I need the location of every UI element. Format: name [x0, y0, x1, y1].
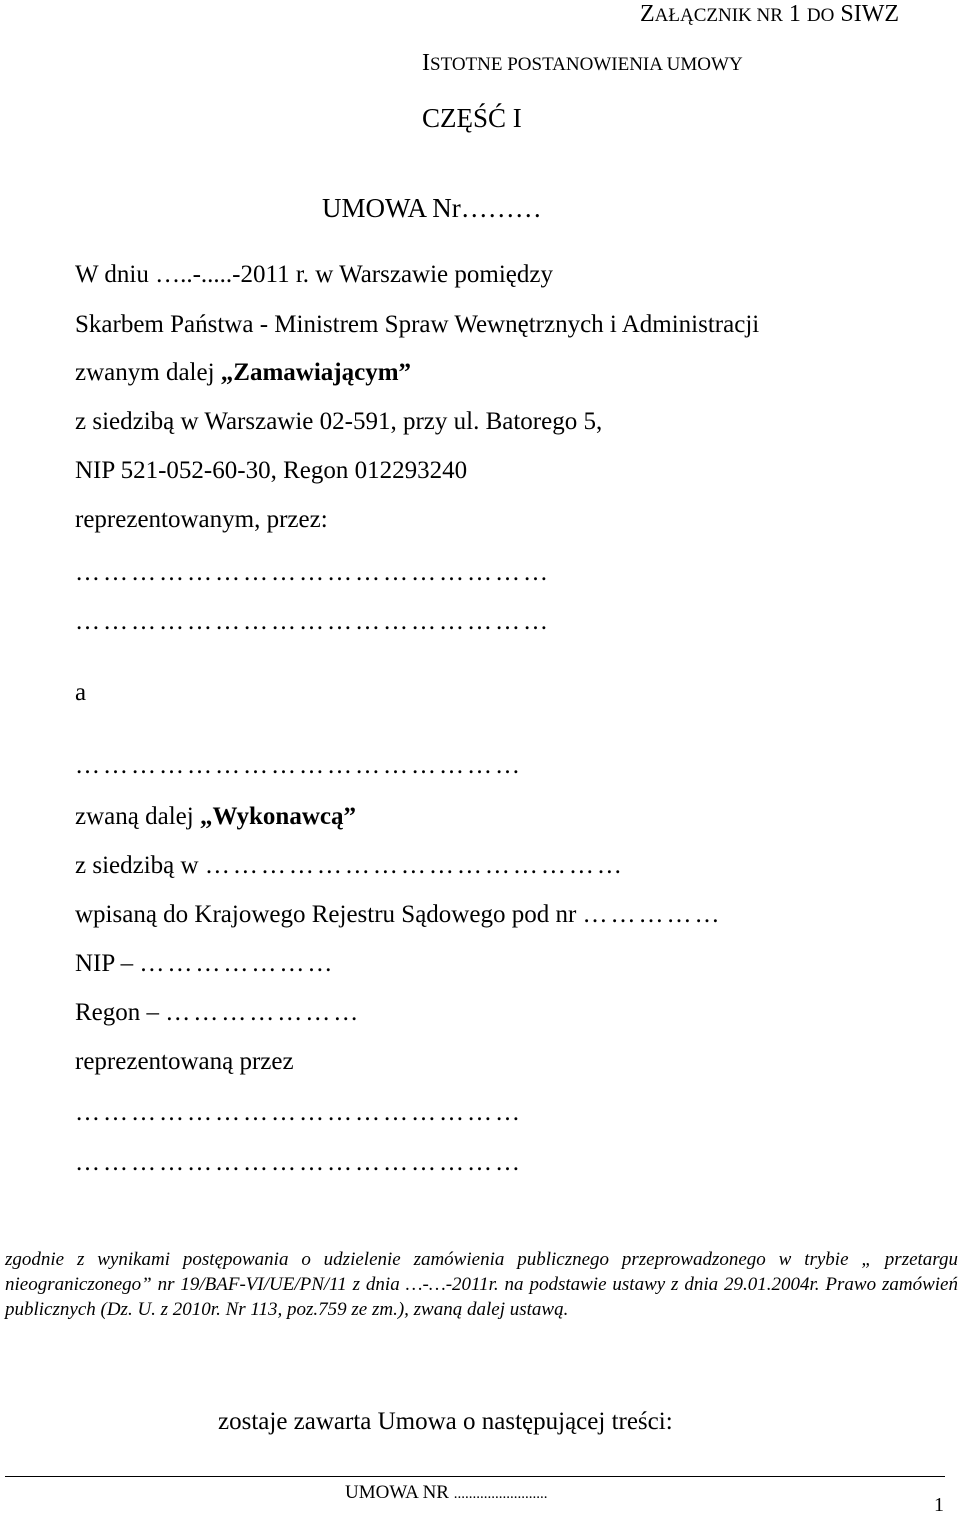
contract-number: UMOWA Nr……… [322, 193, 542, 223]
party2-regon-dots: ………………… [165, 999, 362, 1026]
party2-name-dots: ………………………………………… [75, 752, 523, 779]
footer-label-text: UMOWA NR [345, 1482, 454, 1503]
party1-called [75, 358, 411, 388]
party2-called-prefix: zwaną dalej [75, 803, 200, 830]
party2-nip [75, 949, 335, 979]
attachment-label [640, 0, 899, 31]
party2-krs-dots: …………… [582, 901, 723, 928]
party1-seat: z siedzibą w Warszawie 02-591, przy ul. Batorego 5, [75, 408, 603, 435]
attachment-text-1: Z [640, 1, 655, 27]
party2-seat-dots: ……………………………………… [204, 852, 625, 879]
conjunction-and: a [75, 679, 87, 706]
document-title [422, 48, 743, 81]
party2-krs-label: wpisaną do Krajowego Rejestru Sądowego pod nr [75, 901, 583, 928]
attachment-text-2: AŁĄCZNIK NR [654, 5, 783, 26]
party2-called-name: „Wykonawcą” [199, 803, 356, 830]
party2-called [75, 802, 356, 832]
representative-dots-2: …………………………………………… [75, 608, 551, 635]
party2-seat [75, 851, 625, 881]
party2-seat-label: z siedzibą w [75, 852, 205, 879]
party1-called-name: „Zamawiającym” [220, 359, 412, 386]
attachment-text-4: DO [806, 5, 835, 26]
party2-nip-dots: ………………… [139, 950, 336, 977]
party1-represented: reprezentowanym, przez: [75, 506, 328, 533]
footer-divider [5, 1476, 945, 1477]
page-number: 1 [934, 1494, 944, 1516]
legal-basis-paragraph: zgodnie z wynikami postępowania o udzielenie zamówienia publicznego przeprowadzonego w trybie „ przetargu nieograniczonego” nr 19/BAF-VI/UE/PN/11 z dnia …-…-2011r. na podstawie ustawy z dnia 29.01.2004r. Prawo zamówień publicznych (Dz. U. z 2010r. Nr 113, poz.759 ze zm.), zwaną dalej ustawą. [5, 1249, 958, 1320]
party2-represented: reprezentowaną przez [75, 1048, 294, 1075]
representative-dots-1: …………………………………………… [75, 559, 551, 586]
part-heading: CZĘŚĆ I [422, 103, 522, 133]
party1-name: Skarbem Państwa - Ministrem Spraw Wewnętrznych i Administracji [75, 311, 760, 338]
party2-representative-dots-1: ………………………………………… [75, 1099, 523, 1126]
attachment-text-5: SIWZ [834, 1, 900, 27]
footer-label [345, 1481, 547, 1506]
party2-nip-label: NIP – [75, 950, 140, 977]
party1-called-prefix: zwanym dalej [75, 359, 221, 386]
party2-representative-dots-2: ………………………………………… [75, 1149, 523, 1176]
title-text-2: STOTNE POSTANOWIENIA UMOWY [430, 54, 743, 75]
party2-krs [75, 900, 723, 930]
party2-regon-label: Regon – [75, 999, 166, 1026]
conclusion-line: zostaje zawarta Umowa o następującej treści: [218, 1408, 673, 1435]
attachment-text-3: 1 [782, 1, 807, 27]
party1-ids: NIP 521-052-60-30, Regon 012293240 [75, 457, 468, 484]
date-line: W dniu …..-.....-2011 r. w Warszawie pomiędzy [75, 261, 553, 288]
title-text-1: I [422, 50, 430, 76]
party2-regon [75, 998, 361, 1028]
footer-label-dots: ......................... [453, 1486, 548, 1502]
